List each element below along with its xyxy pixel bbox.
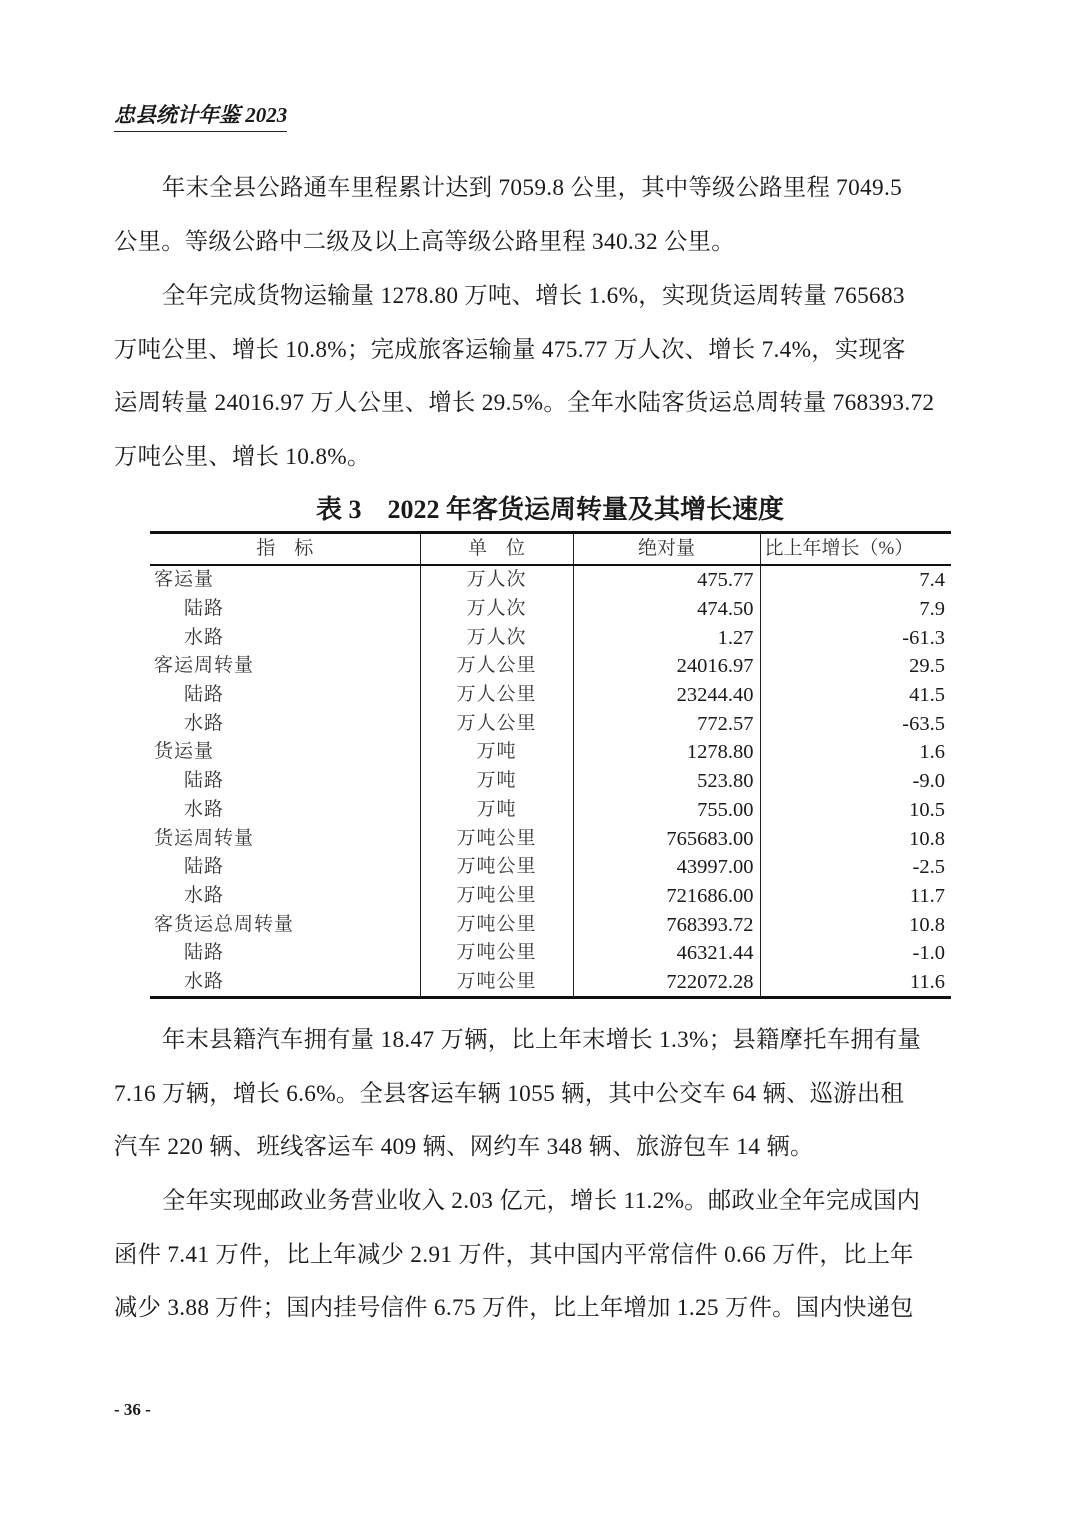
table-row	[150, 565, 951, 595]
growth-cell: 11.6	[760, 968, 951, 998]
growth-cell: 10.5	[760, 796, 951, 825]
table-row	[150, 738, 951, 767]
unit-cell: 万吨	[420, 767, 573, 796]
indicator-cell: 陆路	[184, 770, 225, 792]
value-cell: 768393.72	[573, 910, 760, 939]
table-row	[150, 968, 951, 998]
running-header: 忠县统计年鉴 2023	[114, 100, 287, 132]
indicator-cell: 陆路	[184, 598, 225, 620]
paragraph-line: 函件 7.41 万件，比上年减少 2.91 万件，其中国内平常信件 0.66 万件，比上年	[114, 1241, 914, 1268]
growth-cell: -2.5	[760, 853, 951, 882]
unit-cell: 万人次	[420, 565, 573, 595]
page-number: - 36 -	[114, 1400, 151, 1419]
paragraph-line: 年末全县公路通车里程累计达到 7059.8 公里，其中等级公路里程 7049.5	[162, 175, 903, 201]
value-cell: 1.27	[573, 623, 760, 652]
value-cell: 523.80	[573, 767, 760, 796]
paragraph-line: 全年实现邮政业务营业收入 2.03 亿元，增长 11.2%。邮政业全年完成国内	[162, 1188, 921, 1214]
indicator-cell: 客运量	[154, 569, 215, 591]
value-cell: 475.77	[573, 565, 760, 595]
paragraph-highway	[114, 162, 962, 269]
value-cell: 765683.00	[573, 824, 760, 853]
column-header-unit: 单 位	[420, 533, 573, 566]
paragraph-line: 减少 3.88 万件；国内挂号信件 6.75 万件，比上年增加 1.25 万件。国内快递包	[114, 1295, 914, 1321]
indicator-cell: 货运量	[154, 741, 215, 763]
indicator-cell: 陆路	[184, 684, 225, 706]
unit-cell: 万吨公里	[420, 968, 573, 998]
indicator-cell: 货运周转量	[154, 827, 255, 849]
column-header-value: 绝对量	[573, 533, 760, 566]
unit-cell: 万吨公里	[420, 939, 573, 968]
value-cell: 722072.28	[573, 968, 760, 998]
paragraph-line: 万吨公里、增长 10.8%。	[114, 443, 371, 470]
table-row	[150, 853, 951, 882]
unit-cell: 万吨公里	[420, 910, 573, 939]
unit-cell: 万人公里	[420, 652, 573, 681]
paragraph-line: 年末县籍汽车拥有量 18.47 万辆，比上年末增长 1.3%；县籍摩托车拥有量	[162, 1027, 922, 1053]
unit-cell: 万人公里	[420, 681, 573, 710]
unit-cell: 万人公里	[420, 709, 573, 738]
table-row	[150, 824, 951, 853]
paragraph-line: 全年完成货物运输量 1278.80 万吨、增长 1.6%，实现货运周转量 765683	[162, 283, 905, 309]
paragraph-line: 运周转量 24016.97 万人公里、增长 29.5%。全年水陆客货运总周转量 768393.72	[114, 390, 935, 416]
value-cell: 772.57	[573, 709, 760, 738]
growth-cell: -1.0	[760, 939, 951, 968]
paragraph-line: 汽车 220 辆、班线客运车 409 辆、网约车 348 辆、旅游包车 14 辆。	[114, 1134, 814, 1160]
table-row	[150, 595, 951, 624]
indicator-cell: 水路	[184, 626, 225, 648]
table-title: 表 3 2022 年客货运周转量及其增长速度	[315, 495, 784, 524]
transport-table	[150, 531, 951, 999]
unit-cell: 万吨公里	[420, 824, 573, 853]
table-row	[150, 796, 951, 825]
table-row	[150, 681, 951, 710]
indicator-cell: 水路	[184, 798, 225, 820]
value-cell: 755.00	[573, 796, 760, 825]
growth-cell: 1.6	[760, 738, 951, 767]
column-header-indicator: 指 标	[150, 533, 420, 566]
growth-cell: -61.3	[760, 623, 951, 652]
growth-cell: -63.5	[760, 709, 951, 738]
growth-cell: -9.0	[760, 767, 951, 796]
paragraph-line: 7.16 万辆，增长 6.6%。全县客运车辆 1055 辆，其中公交车 64 辆、巡游出租	[114, 1080, 905, 1107]
indicator-cell: 陆路	[184, 856, 225, 878]
column-header-growth: 比上年增长（%）	[760, 533, 951, 566]
paragraph-transport	[114, 270, 962, 484]
growth-cell: 7.4	[760, 565, 951, 595]
value-cell: 46321.44	[573, 939, 760, 968]
table-row	[150, 623, 951, 652]
growth-cell: 10.8	[760, 910, 951, 939]
growth-cell: 41.5	[760, 681, 951, 710]
unit-cell: 万吨	[420, 796, 573, 825]
growth-cell: 7.9	[760, 595, 951, 624]
table-row	[150, 767, 951, 796]
growth-cell: 11.7	[760, 882, 951, 911]
table-row	[150, 709, 951, 738]
paragraph-line: 万吨公里、增长 10.8%；完成旅客运输量 475.77 万人次、增长 7.4%，实现客	[114, 336, 906, 363]
unit-cell: 万吨公里	[420, 882, 573, 911]
paragraph-line: 公里。等级公路中二级及以上高等级公路里程 340.32 公里。	[114, 228, 735, 255]
table-row	[150, 910, 951, 939]
indicator-cell: 水路	[184, 884, 225, 906]
growth-cell: 10.8	[760, 824, 951, 853]
value-cell: 1278.80	[573, 738, 760, 767]
value-cell: 721686.00	[573, 882, 760, 911]
unit-cell: 万吨公里	[420, 853, 573, 882]
table-header-row	[150, 533, 951, 566]
table-row	[150, 939, 951, 968]
table-row	[150, 652, 951, 681]
value-cell: 24016.97	[573, 652, 760, 681]
unit-cell: 万吨	[420, 738, 573, 767]
value-cell: 43997.00	[573, 853, 760, 882]
indicator-cell: 水路	[184, 712, 225, 734]
unit-cell: 万人次	[420, 623, 573, 652]
table-row	[150, 882, 951, 911]
indicator-cell: 陆路	[184, 942, 225, 964]
indicator-cell: 客货运总周转量	[154, 913, 295, 935]
indicator-cell: 水路	[184, 970, 225, 992]
paragraph-vehicles	[114, 1014, 962, 1175]
growth-cell: 29.5	[760, 652, 951, 681]
unit-cell: 万人次	[420, 595, 573, 624]
value-cell: 23244.40	[573, 681, 760, 710]
value-cell: 474.50	[573, 595, 760, 624]
indicator-cell: 客运周转量	[154, 655, 255, 677]
paragraph-postal	[114, 1175, 962, 1336]
